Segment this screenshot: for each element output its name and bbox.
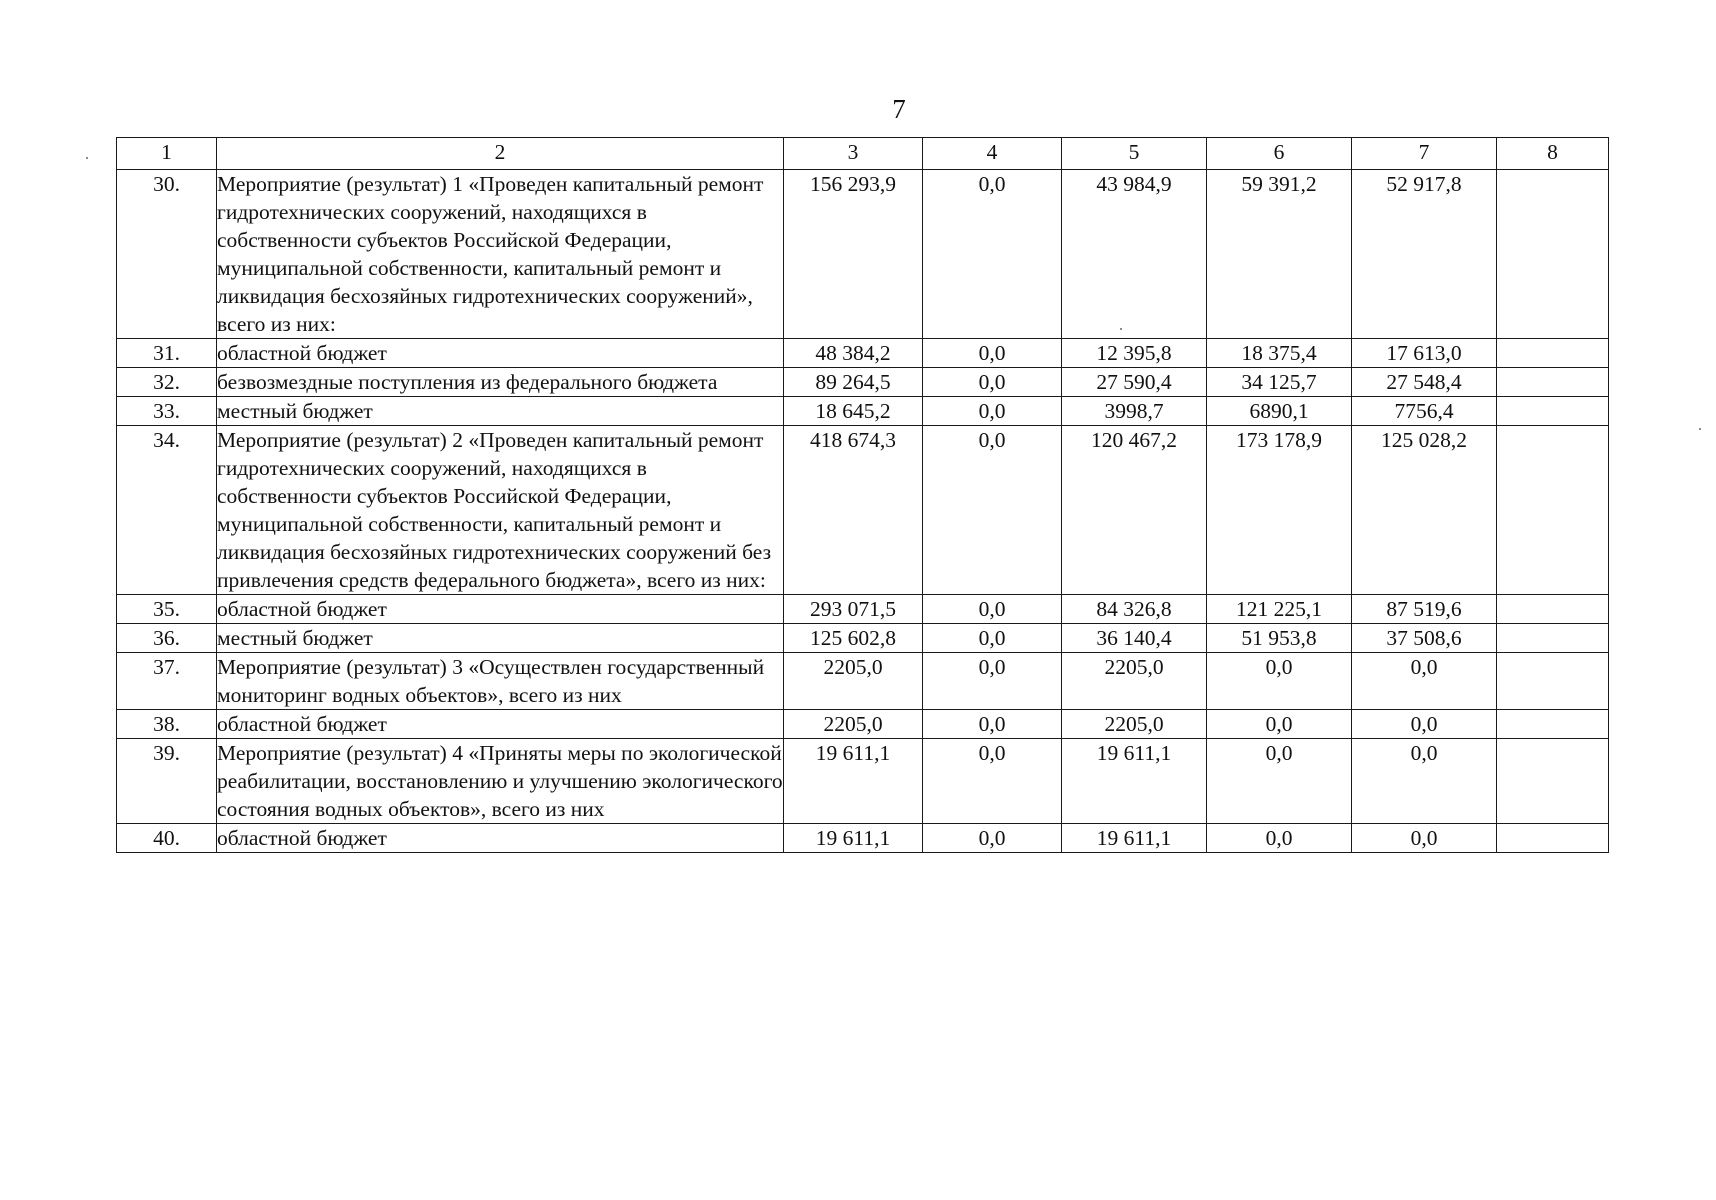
table-row <box>117 397 1609 426</box>
cell-col-7: 27 548,4 <box>1352 368 1497 397</box>
cell-col-3: 293 071,5 <box>784 595 923 624</box>
row-number: 40. <box>117 824 217 853</box>
column-header: 3 <box>784 138 923 170</box>
cell-col-3: 18 645,2 <box>784 397 923 426</box>
row-description: местный бюджет <box>217 397 784 426</box>
cell-col-7: 37 508,6 <box>1352 624 1497 653</box>
cell-col-6: 51 953,8 <box>1207 624 1352 653</box>
cell-col-7: 52 917,8 <box>1352 170 1497 339</box>
column-header: 8 <box>1497 138 1609 170</box>
cell-col-4: 0,0 <box>923 339 1062 368</box>
cell-col-4: 0,0 <box>923 426 1062 595</box>
cell-col-4: 0,0 <box>923 653 1062 710</box>
row-number: 32. <box>117 368 217 397</box>
cell-col-3: 48 384,2 <box>784 339 923 368</box>
cell-col-8 <box>1497 624 1609 653</box>
cell-col-4: 0,0 <box>923 170 1062 339</box>
cell-col-7: 17 613,0 <box>1352 339 1497 368</box>
scan-speck <box>1699 428 1701 430</box>
table-row <box>117 739 1609 824</box>
table-row <box>117 824 1609 853</box>
cell-col-3: 125 602,8 <box>784 624 923 653</box>
cell-col-4: 0,0 <box>923 710 1062 739</box>
cell-col-6: 0,0 <box>1207 824 1352 853</box>
cell-col-6: 0,0 <box>1207 739 1352 824</box>
row-number: 37. <box>117 653 217 710</box>
cell-col-7: 87 519,6 <box>1352 595 1497 624</box>
cell-col-8 <box>1497 739 1609 824</box>
cell-col-8 <box>1497 170 1609 339</box>
row-number: 35. <box>117 595 217 624</box>
cell-col-8 <box>1497 710 1609 739</box>
cell-col-3: 89 264,5 <box>784 368 923 397</box>
row-description: местный бюджет <box>217 624 784 653</box>
row-description: Мероприятие (результат) 2 «Проведен капитальный ремонт гидротехнических сооружений, находящихся в собственности субъектов Российской Федерации, муниципальной собственности, капитальный ремонт и ликвидация бесхозяйных гидротехнических сооружений без привлечения средств федерального бюджета», всего из них: <box>217 426 784 595</box>
cell-col-3: 19 611,1 <box>784 739 923 824</box>
row-description: областной бюджет <box>217 824 784 853</box>
row-description: Мероприятие (результат) 3 «Осуществлен государственный мониторинг водных объектов», всего из них <box>217 653 784 710</box>
row-number: 38. <box>117 710 217 739</box>
page-number: 7 <box>892 94 906 124</box>
cell-col-7: 0,0 <box>1352 739 1497 824</box>
cell-col-4: 0,0 <box>923 624 1062 653</box>
cell-col-3: 19 611,1 <box>784 824 923 853</box>
table-row <box>117 595 1609 624</box>
cell-col-5: 12 395,8 <box>1062 339 1207 368</box>
table-row <box>117 624 1609 653</box>
cell-col-4: 0,0 <box>923 739 1062 824</box>
cell-col-6: 6890,1 <box>1207 397 1352 426</box>
scan-speck <box>86 157 88 159</box>
cell-col-5: 19 611,1 <box>1062 824 1207 853</box>
column-header: 4 <box>923 138 1062 170</box>
cell-col-5: 19 611,1 <box>1062 739 1207 824</box>
cell-col-4: 0,0 <box>923 824 1062 853</box>
cell-col-7: 0,0 <box>1352 824 1497 853</box>
budget-table <box>116 137 1609 853</box>
cell-col-6: 121 225,1 <box>1207 595 1352 624</box>
row-description: областной бюджет <box>217 595 784 624</box>
row-description: областной бюджет <box>217 339 784 368</box>
cell-col-8 <box>1497 339 1609 368</box>
cell-col-8 <box>1497 426 1609 595</box>
row-number: 31. <box>117 339 217 368</box>
column-header: 5 <box>1062 138 1207 170</box>
cell-col-5: 2205,0 <box>1062 653 1207 710</box>
cell-col-5: 120 467,2 <box>1062 426 1207 595</box>
cell-col-8 <box>1497 368 1609 397</box>
table-row <box>117 170 1609 339</box>
cell-col-3: 156 293,9 <box>784 170 923 339</box>
row-number: 30. <box>117 170 217 339</box>
row-description: областной бюджет <box>217 710 784 739</box>
row-description: Мероприятие (результат) 1 «Проведен капитальный ремонт гидротехнических сооружений, находящихся в собственности субъектов Российской Федерации, муниципальной собственности, капитальный ремонт и ликвидация бесхозяйных гидротехнических сооружений», всего из них: <box>217 170 784 339</box>
cell-col-6: 173 178,9 <box>1207 426 1352 595</box>
column-number-header-row <box>117 138 1609 170</box>
cell-col-3: 418 674,3 <box>784 426 923 595</box>
column-header: 2 <box>217 138 784 170</box>
cell-col-4: 0,0 <box>923 397 1062 426</box>
column-header: 7 <box>1352 138 1497 170</box>
cell-col-4: 0,0 <box>923 595 1062 624</box>
cell-col-6: 34 125,7 <box>1207 368 1352 397</box>
cell-col-5: 36 140,4 <box>1062 624 1207 653</box>
cell-col-6: 0,0 <box>1207 710 1352 739</box>
cell-col-8 <box>1497 824 1609 853</box>
row-description: безвозмездные поступления из федерального бюджета <box>217 368 784 397</box>
table-row <box>117 426 1609 595</box>
row-number: 39. <box>117 739 217 824</box>
cell-col-7: 7756,4 <box>1352 397 1497 426</box>
cell-col-6: 0,0 <box>1207 653 1352 710</box>
row-number: 36. <box>117 624 217 653</box>
cell-col-6: 18 375,4 <box>1207 339 1352 368</box>
cell-col-3: 2205,0 <box>784 710 923 739</box>
cell-col-7: 0,0 <box>1352 710 1497 739</box>
cell-col-3: 2205,0 <box>784 653 923 710</box>
cell-col-5: 27 590,4 <box>1062 368 1207 397</box>
cell-col-8 <box>1497 595 1609 624</box>
cell-col-6: 59 391,2 <box>1207 170 1352 339</box>
column-header: 6 <box>1207 138 1352 170</box>
cell-col-8 <box>1497 397 1609 426</box>
table-row <box>117 710 1609 739</box>
column-header: 1 <box>117 138 217 170</box>
cell-col-5: 84 326,8 <box>1062 595 1207 624</box>
cell-col-5: 2205,0 <box>1062 710 1207 739</box>
table-row <box>117 368 1609 397</box>
row-description: Мероприятие (результат) 4 «Приняты меры по экологической реабилитации, восстановлению и улучшению экологического состояния водных объектов», всего из них <box>217 739 784 824</box>
table-row <box>117 339 1609 368</box>
table-row <box>117 653 1609 710</box>
cell-col-5: 3998,7 <box>1062 397 1207 426</box>
row-number: 34. <box>117 426 217 595</box>
cell-col-5: 43 984,9 <box>1062 170 1207 339</box>
row-number: 33. <box>117 397 217 426</box>
cell-col-8 <box>1497 653 1609 710</box>
cell-col-7: 0,0 <box>1352 653 1497 710</box>
cell-col-4: 0,0 <box>923 368 1062 397</box>
cell-col-7: 125 028,2 <box>1352 426 1497 595</box>
